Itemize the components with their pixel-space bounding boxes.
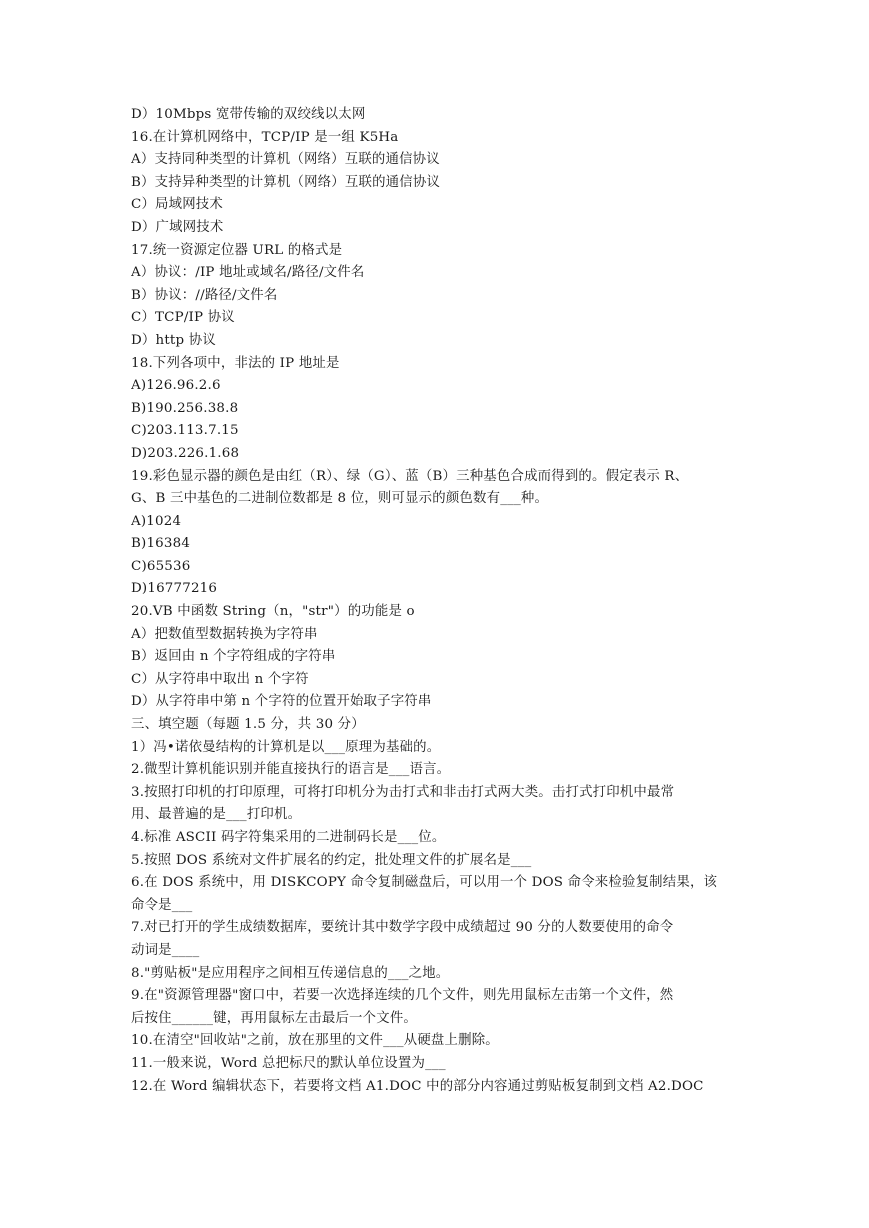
option-line: C）局域网技术	[131, 197, 223, 213]
option-line: A）支持同种类型的计算机（网络）互联的通信协议	[131, 152, 440, 168]
option-line: C）从字符串中取出 n 个字符	[131, 671, 309, 687]
option-line: B）协议：//路径/文件名	[131, 287, 278, 303]
option-line: D)16777216	[131, 581, 218, 597]
question-19-continued: G、B 三中基色的二进制位数都是 8 位，则可显示的颜色数有___种。	[131, 491, 549, 507]
option-line: C）TCP/IP 协议	[131, 310, 235, 326]
option-line: A)1024	[131, 513, 182, 529]
question-16: 16.在计算机网络中，TCP/IP 是一组 K5Ha	[131, 129, 399, 145]
option-line: C)203.113.7.15	[131, 423, 239, 439]
fill-question-9: 9.在"资源管理器"窗口中，若要一次选择连续的几个文件，则先用鼠标左击第一个文件，然	[131, 988, 674, 1004]
option-line: D）http 协议	[131, 332, 216, 348]
fill-question-6-continued: 命令是___	[131, 897, 193, 913]
fill-question-3-continued: 用、最普遍的是___打印机。	[131, 807, 302, 823]
option-line: D)203.226.1.68	[131, 445, 240, 461]
fill-question-5: 5.按照 DOS 系统对文件扩展名的约定，批处理文件的扩展名是___	[131, 852, 532, 868]
option-line: D）从字符串中第 n 个字符的位置开始取子字符串	[131, 694, 432, 710]
question-20: 20.VB 中函数 String（n，"str"）的功能是 o	[131, 604, 415, 620]
fill-question-6: 6.在 DOS 系统中，用 DISKCOPY 命令复制磁盘后，可以用一个 DOS 命令来检验复制结果，该	[131, 875, 718, 891]
fill-question-1: 1）冯•诺依曼结构的计算机是以___原理为基础的。	[131, 739, 441, 755]
option-line: B)16384	[131, 536, 191, 552]
fill-question-11: 11.一般来说，Word 总把标尺的默认单位设置为___	[131, 1055, 446, 1071]
option-line: B）支持异种类型的计算机（网络）互联的通信协议	[131, 174, 441, 190]
question-19: 19.彩色显示器的颜色是由红（R）、绿（G）、蓝（B）三种基色合成而得到的。假定表示 R、	[131, 468, 689, 484]
option-line: D）广域网技术	[131, 219, 224, 235]
option-line: A）把数值型数据转换为字符串	[131, 626, 318, 642]
question-18: 18.下列各项中，非法的 IP 地址是	[131, 355, 340, 371]
fill-question-2: 2.微型计算机能识别并能直接执行的语言是___语言。	[131, 762, 451, 778]
option-line: B)190.256.38.8	[131, 400, 239, 416]
fill-question-4: 4.标准 ASCII 码字符集采用的二进制码长是___位。	[131, 830, 446, 845]
fill-question-12: 12.在 Word 编辑状态下，若要将文档 A1.DOC 中的部分内容通过剪贴板复制到文档 A2.DOC	[131, 1078, 704, 1094]
fill-question-10: 10.在清空"回收站"之前，放在那里的文件___从硬盘上删除。	[131, 1033, 499, 1049]
document-page	[131, 104, 743, 1098]
fill-question-7: 7.对已打开的学生成绩数据库，要统计其中数学字段中成绩超过 90 分的人数要使用的命令	[131, 920, 674, 936]
fill-question-3: 3.按照打印机的打印原理，可将打印机分为击打式和非击打式两大类。击打式打印机中最常	[131, 784, 675, 800]
text-line: D）10Mbps 宽带传输的双绞线以太网	[131, 107, 366, 122]
option-line: B）返回由 n 个字符组成的字符串	[131, 649, 336, 665]
fill-question-9-continued: 后按住______键，再用鼠标左击最后一个文件。	[131, 1010, 418, 1026]
fill-question-7-continued: 动词是____	[131, 942, 200, 958]
question-17: 17.统一资源定位器 URL 的格式是	[131, 242, 343, 258]
option-line: C)65536	[131, 558, 191, 574]
option-line: A）协议：/IP 地址或域名/路径/文件名	[131, 265, 365, 281]
option-line: A)126.96.2.6	[131, 378, 221, 394]
fill-question-8: 8."剪贴板"是应用程序之间相互传递信息的___之地。	[131, 965, 450, 981]
section-heading: 三、填空题（每题 1.5 分，共 30 分）	[131, 717, 365, 733]
